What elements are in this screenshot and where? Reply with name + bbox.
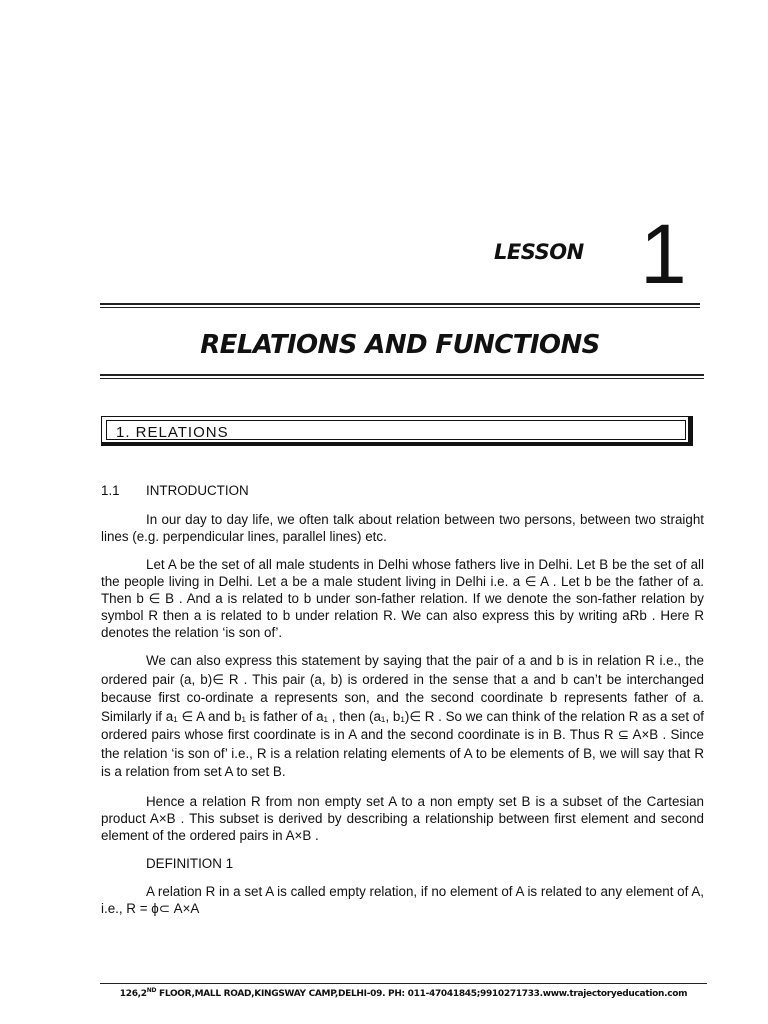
footer-address bbox=[100, 987, 707, 999]
paragraph-2: Let A be the set of all male students in Delhi whose fathers live in Delhi. Let B be the set of all the people living in Delhi. Let a be a male student living in Delhi i.e. a ∈ A . Let b be the father of a. Then b ∈ B . And a is related to b under son-father relation. If we denote the son-father relation by symbol R then a is related to b under relation R. We can also express this by writing aRb . Here R denotes the relation ‘is son of’. bbox=[101, 557, 704, 640]
footer-address-rest: FLOOR,MALL ROAD,KINGSWAY CAMP,DELHI-09. PH: 011-47041845;9910271733.www.trajectoryeducation.com bbox=[156, 989, 688, 999]
definition-text: A relation R in a set A is called empty relation, if no element of A is related to any element of A, i.e., R = ϕ⊂ A×A bbox=[101, 883, 704, 916]
main-content bbox=[101, 482, 704, 928]
footer-address-prefix: 126,2 bbox=[119, 989, 147, 999]
paragraph-3: We can also express this statement by saying that the pair of a and b is in relation R i.e., the ordered pair (a, b)∈ R . This pair (a, b) is ordered in the sense that a and b can’t be interchanged because first co-ordinate a represents son, and the second coordinate b represents father of a. Similarly if a₁ ∈ A and b₁ is father of a₁ , then (a₁, b₁)∈ R . So we can think of the relation R as a set of ordered pairs whose first coordinate is in A and the second coordinate is in B. Thus R ⊆ A×B . Since the relation ‘is son of’ i.e., R is a relation relating elements of A to be elements of B, we will say that R is a relation from set A to set B. bbox=[101, 653, 704, 779]
footer-rule bbox=[100, 983, 707, 984]
definition-heading: DEFINITION 1 bbox=[146, 855, 234, 871]
top-rule bbox=[100, 303, 700, 308]
subsection-heading bbox=[101, 482, 704, 499]
lesson-label: LESSON bbox=[494, 240, 584, 264]
paragraph-4: Hence a relation R from non empty set A to a non empty set B is a subset of the Cartesian product A×B . This subset is derived by describing a relationship between first element and second element of the ordered pairs in A×B . bbox=[101, 793, 704, 843]
section-box bbox=[101, 416, 693, 446]
section-heading: 1. RELATIONS bbox=[116, 424, 229, 441]
subsection-title: INTRODUCTION bbox=[146, 483, 249, 498]
lesson-number: 1 bbox=[640, 207, 687, 301]
bottom-rule bbox=[100, 374, 704, 379]
chapter-title: RELATIONS AND FUNCTIONS bbox=[200, 330, 600, 360]
footer-address-sup: ND bbox=[146, 987, 157, 994]
subsection-number: 1.1 bbox=[101, 483, 120, 498]
paragraph-1: In our day to day life, we often talk about relation between two persons, between two straight lines (e.g. perpendicular lines, parallel lines) etc. bbox=[101, 512, 704, 544]
